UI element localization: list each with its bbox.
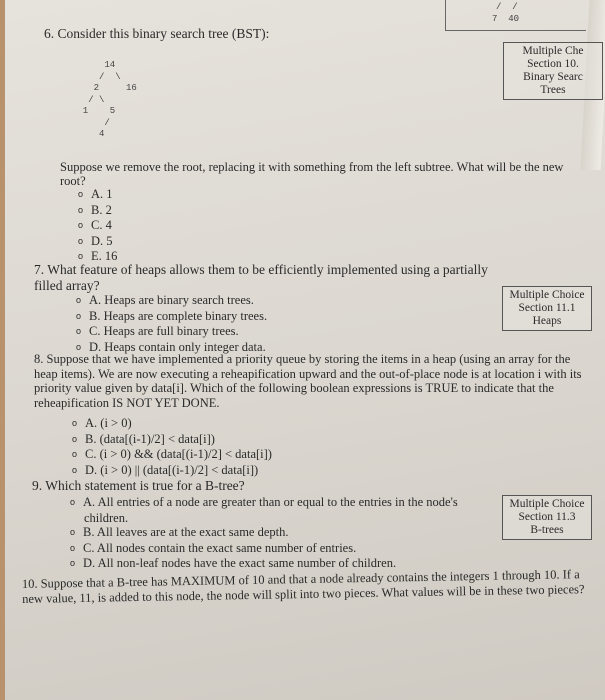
section-box-11-1 bbox=[502, 286, 592, 331]
section-box-10 bbox=[503, 42, 603, 100]
question-8: 8. Suppose that we have implemented a priority queue by storing the items in a heap (using an array for the heap items). We are now executing a reheapification upward and the out-of-place node is at location i with its priority value given by data[i]. Which of the following boolean expressions is TRUE to indicate that the reheapification IS NOT YET DONE. bbox=[34, 352, 582, 410]
question-9: 9. Which statement is true for a B-tree? bbox=[32, 478, 245, 493]
option-b[interactable]: o B. All leaves are at the exact same depth. bbox=[70, 525, 500, 541]
bst-diagram: 14 / \ 2 16 / \ 1 5 / 4 bbox=[82, 60, 137, 139]
option-a[interactable]: o A. Heaps are binary search trees. bbox=[76, 293, 267, 309]
tree-fragment: / / bbox=[496, 2, 518, 12]
option-d[interactable]: o D. (i > 0) || (data[(i-1)/2] < data[i]) bbox=[72, 463, 272, 479]
option-b[interactable]: o B. 2 bbox=[78, 203, 117, 219]
question-9-options bbox=[70, 495, 500, 572]
box-line: Heaps bbox=[532, 315, 562, 327]
question-10: 10. Suppose that a B-tree has MAXIMUM of 10 and that a node already contains the integers 1 through 10. If a new value, 11, is added to this node, the node will split into two pieces. What values will be in these two pieces? bbox=[21, 567, 585, 606]
tree-fragment-values: 7 40 bbox=[492, 14, 520, 24]
box-line: Multiple Choice bbox=[509, 498, 585, 510]
box-line: Multiple Che bbox=[522, 45, 584, 57]
box-line: B-trees bbox=[530, 524, 564, 536]
question-7: 7. What feature of heaps allows them to be efficiently implemented using a partially filled array? bbox=[34, 262, 488, 293]
option-d[interactable]: o D. Heaps contain only integer data. bbox=[76, 340, 267, 356]
option-c[interactable]: o C. All nodes contain the exact same number of entries. bbox=[70, 541, 500, 557]
option-b[interactable]: o B. Heaps are complete binary trees. bbox=[76, 309, 267, 325]
box-line: Multiple Choice bbox=[509, 289, 585, 301]
option-e[interactable]: o E. 16 bbox=[78, 249, 117, 265]
option-b[interactable]: o B. (data[(i-1)/2] < data[i]) bbox=[72, 432, 272, 448]
question-7-options bbox=[76, 293, 267, 355]
option-c[interactable]: o C. (i > 0) && (data[(i-1)/2] < data[i]) bbox=[72, 447, 272, 463]
box-line: Section 10. bbox=[527, 58, 579, 70]
option-a[interactable]: o A. 1 bbox=[78, 187, 117, 203]
question-6: 6. Consider this binary search tree (BST): bbox=[44, 26, 270, 41]
option-a[interactable]: o A. All entries of a node are greater than or equal to the entries in the node's children. bbox=[70, 495, 500, 525]
option-a[interactable]: o A. (i > 0) bbox=[72, 416, 272, 432]
option-c[interactable]: o C. Heaps are full binary trees. bbox=[76, 324, 267, 340]
section-box-11-3 bbox=[502, 495, 592, 540]
question-6-options bbox=[78, 187, 117, 265]
question-8-options bbox=[72, 416, 272, 478]
box-line: Section 11.1 bbox=[518, 302, 576, 314]
table-edge bbox=[0, 0, 5, 700]
option-d[interactable]: o D. 5 bbox=[78, 234, 117, 250]
option-d[interactable]: o D. All non-leaf nodes have the exact same number of children. bbox=[70, 556, 500, 572]
previous-figure-fragment bbox=[445, 0, 586, 31]
box-line: Trees bbox=[540, 84, 566, 96]
box-line: Binary Searc bbox=[523, 71, 583, 83]
box-line: Section 11.3 bbox=[518, 511, 576, 523]
question-6-prompt: Suppose we remove the root, replacing it with something from the left subtree. What will be the new root? bbox=[60, 160, 564, 188]
option-c[interactable]: o C. 4 bbox=[78, 218, 117, 234]
